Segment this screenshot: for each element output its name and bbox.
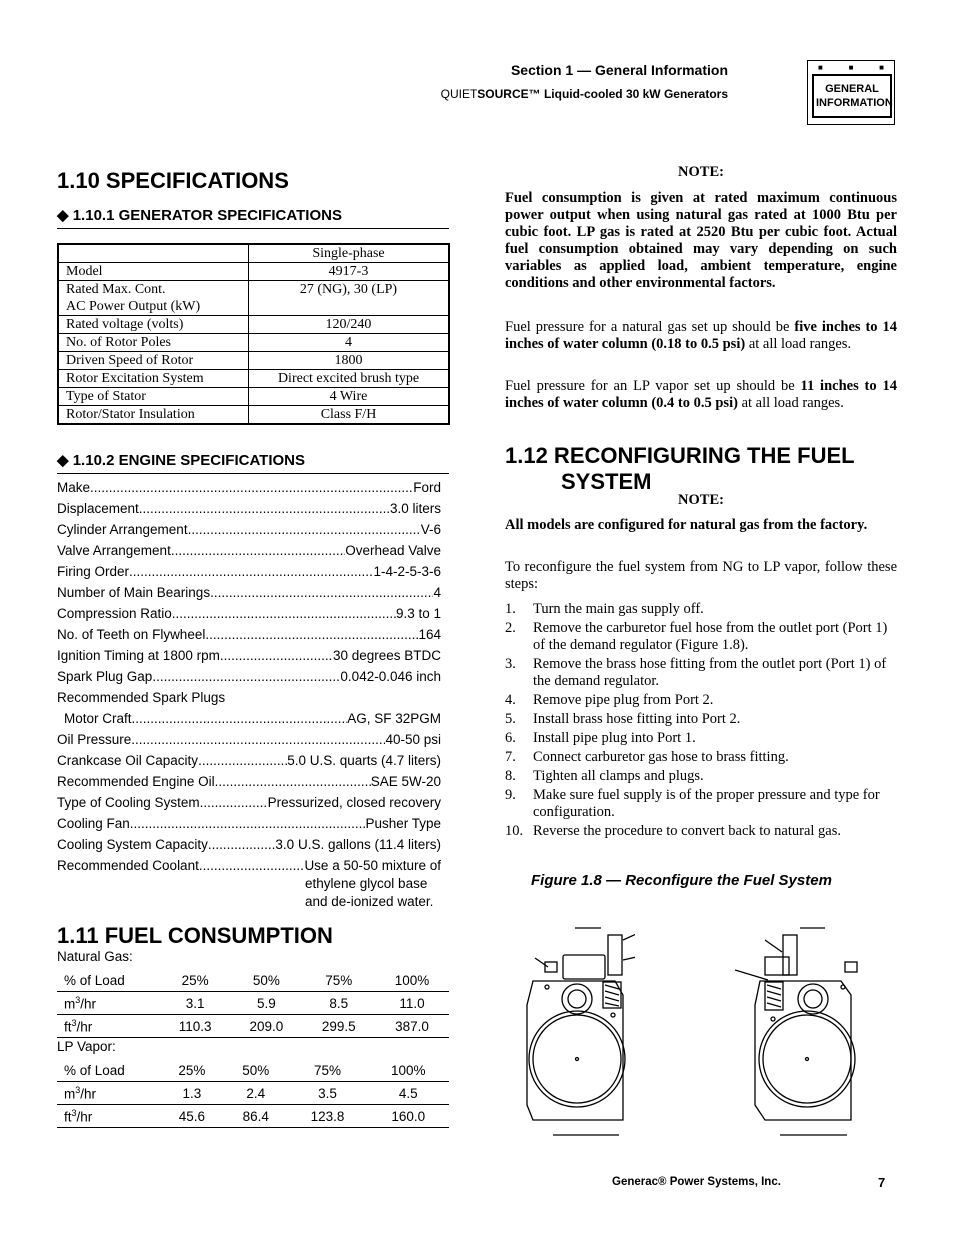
ng-pressure-text: Fuel pressure for a natural gas set up should be five inches to 14 inches of water column (0.18 to 0.5 psi) at all load ranges. [505, 319, 897, 352]
section-tab-label: GENERAL INFORMATION [812, 74, 892, 118]
note2-text: All models are configured for natural gas from the factory. [505, 517, 868, 533]
list-item: Valve Arrangement ..... Overhead Valve [57, 542, 441, 559]
table-row: $m^3/hr$ 3.1 5.9 8.5 11.0 [57, 992, 449, 1015]
note1-text: Fuel consumption is given at rated maximum continuous power output when using natural gas rated at 1000 Btu per cubic foot. LP gas is rated at 2520 Btu per cubic foot. Actual fuel consumption obtained may vary depending on such variables as applied load, ambient temperature, engine conditions and other environmental factors. [505, 190, 897, 291]
table-row: $ft^3/hr$ 110.3 209.0 299.5 387.0 [57, 1015, 449, 1038]
list-item: Cooling Fan ..... Pusher Type [57, 815, 441, 832]
list-item: Ignition Timing at 1800 rpm ..... 30 degrees BTDC [57, 647, 441, 664]
diamond-icon: ◆ [57, 452, 69, 469]
ng-fuel-table: % of Load 25% 50% 75% 100% $m^3/hr$ 3.1 5.9 8.5 11.0 $ft^3/hr$ 110.3 209.0 299.5 387.0 [57, 969, 449, 1038]
list-item: 1. Turn the main gas supply off. [505, 601, 704, 617]
specs-heading: 1.10 SPECIFICATIONS [57, 168, 289, 193]
section-title: Section 1 — General Information [510, 62, 728, 78]
note2-label: NOTE: [678, 492, 724, 508]
footer-company: Generac® Power Systems, Inc. [612, 1176, 781, 1188]
coolant-continued: ethylene glycol base and de-ionized water. [305, 876, 434, 909]
list-item: 6. Install pipe plug into Port 1. [505, 730, 696, 746]
list-item: 3. Remove the brass hose fitting from the outlet port (Port 1) of the demand regulator. [505, 656, 887, 689]
fuel-heading: 1.11 FUEL CONSUMPTION [57, 923, 333, 948]
page-number: 7 [878, 1175, 886, 1190]
regulator-lp-figure [735, 915, 860, 1137]
list-item: Number of Main Bearings ..... 4 [57, 584, 441, 601]
engine-spec-list [57, 479, 442, 919]
list-item: Recommended Coolant ..... Use a 50-50 mixture of [57, 857, 441, 874]
tab-dots: ■ ■ ■ [818, 63, 884, 72]
eng-rule [57, 473, 449, 474]
reconfig-intro: To reconfigure the fuel system from NG to LP vapor, follow these steps: [505, 559, 897, 592]
list-item: 4. Remove pipe plug from Port 2. [505, 692, 714, 708]
lp-fuel-table: % of Load 25% 50% 75% 100% $m^3/hr$ 1.3 2.4 3.5 4.5 $ft^3/hr$ 45.6 86.4 123.8 160.0 [57, 1059, 449, 1128]
list-item: Compression Ratio ..... 9.3 to 1 [57, 605, 441, 622]
steps-list [505, 601, 897, 842]
list-item: 8. Tighten all clamps and plugs. [505, 768, 704, 784]
list-item: No. of Teeth on Flywheel ..... 164 [57, 626, 441, 643]
lp-pressure-text: Fuel pressure for an LP vapor set up should be 11 inches to 14 inches of water column (0.4 to 0.5 psi) at all load ranges. [505, 378, 897, 411]
product-line: QUIETSOURCE™ Liquid-cooled 30 kW Generators [440, 87, 728, 101]
regulator-ng-figure [515, 915, 635, 1137]
list-item: Firing Order ..... 1-4-2-5-3-6 [57, 563, 441, 580]
diamond-icon: ◆ [57, 207, 69, 224]
list-item: Oil Pressure ..... 40-50 psi [57, 731, 441, 748]
list-item: Cylinder Arrangement ..... V-6 [57, 521, 441, 538]
section-tab [807, 60, 895, 125]
note1-label: NOTE: [678, 164, 724, 180]
list-item: Displacement ..... 3.0 liters [57, 500, 441, 517]
ng-label: Natural Gas: [57, 949, 133, 964]
list-item: 2. Remove the carburetor fuel hose from the outlet port (Port 1) of the demand regulator (Figure 1.8). [505, 620, 888, 653]
gen-specs-heading: ◆ 1.10.1 GENERATOR SPECIFICATIONS [57, 207, 342, 224]
eng-specs-heading: ◆ 1.10.2 ENGINE SPECIFICATIONS [57, 452, 305, 469]
figure-caption: Figure 1.8 — Reconfigure the Fuel System [531, 872, 832, 889]
gen-rule [57, 228, 449, 229]
list-item: Cooling System Capacity ..... 3.0 U.S. gallons (11.4 liters) [57, 836, 441, 853]
list-item: Motor Craft ..... AG, SF 32PGM [57, 710, 441, 727]
lp-label: LP Vapor: [57, 1039, 116, 1054]
list-item: Type of Cooling System ..... Pressurized, closed recovery [57, 794, 441, 811]
reconfig-heading: 1.12 RECONFIGURING THE FUEL SYSTEM [505, 443, 855, 494]
list-item: Spark Plug Gap ..... 0.042-0.046 inch [57, 668, 441, 685]
list-item: 9. Make sure fuel supply is of the proper pressure and type for configuration. [505, 787, 880, 820]
list-item: Recommended Engine Oil ..... SAE 5W-20 [57, 773, 441, 790]
gen-header: Single-phase [249, 244, 450, 263]
list-item: Crankcase Oil Capacity ..... 5.0 U.S. quarts (4.7 liters) [57, 752, 441, 769]
list-item: 7. Connect carburetor gas hose to brass fitting. [505, 749, 789, 765]
list-item: Make ..... Ford [57, 479, 441, 496]
generator-spec-table: Single-phase Model 4917-3 Rated Max. Cont. AC Power Output (kW) 27 (NG), 30 (LP) Rated voltage (volts) 120/240 No. of Rotor Poles 4 Driven Speed of Rotor 1800 Rotor Excitation System Direct excited brush type Type of Stator 4 Wire Rotor/Stator Insulation Class F/H [57, 243, 450, 425]
list-item: Recommended Spark Plugs [57, 690, 226, 705]
table-row: $m^3/hr$ 1.3 2.4 3.5 4.5 [57, 1082, 449, 1105]
list-item: 10. Reverse the procedure to convert back to natural gas. [505, 823, 841, 839]
list-item: 5. Install brass hose fitting into Port 2. [505, 711, 741, 727]
table-row: $ft^3/hr$ 45.6 86.4 123.8 160.0 [57, 1105, 449, 1128]
